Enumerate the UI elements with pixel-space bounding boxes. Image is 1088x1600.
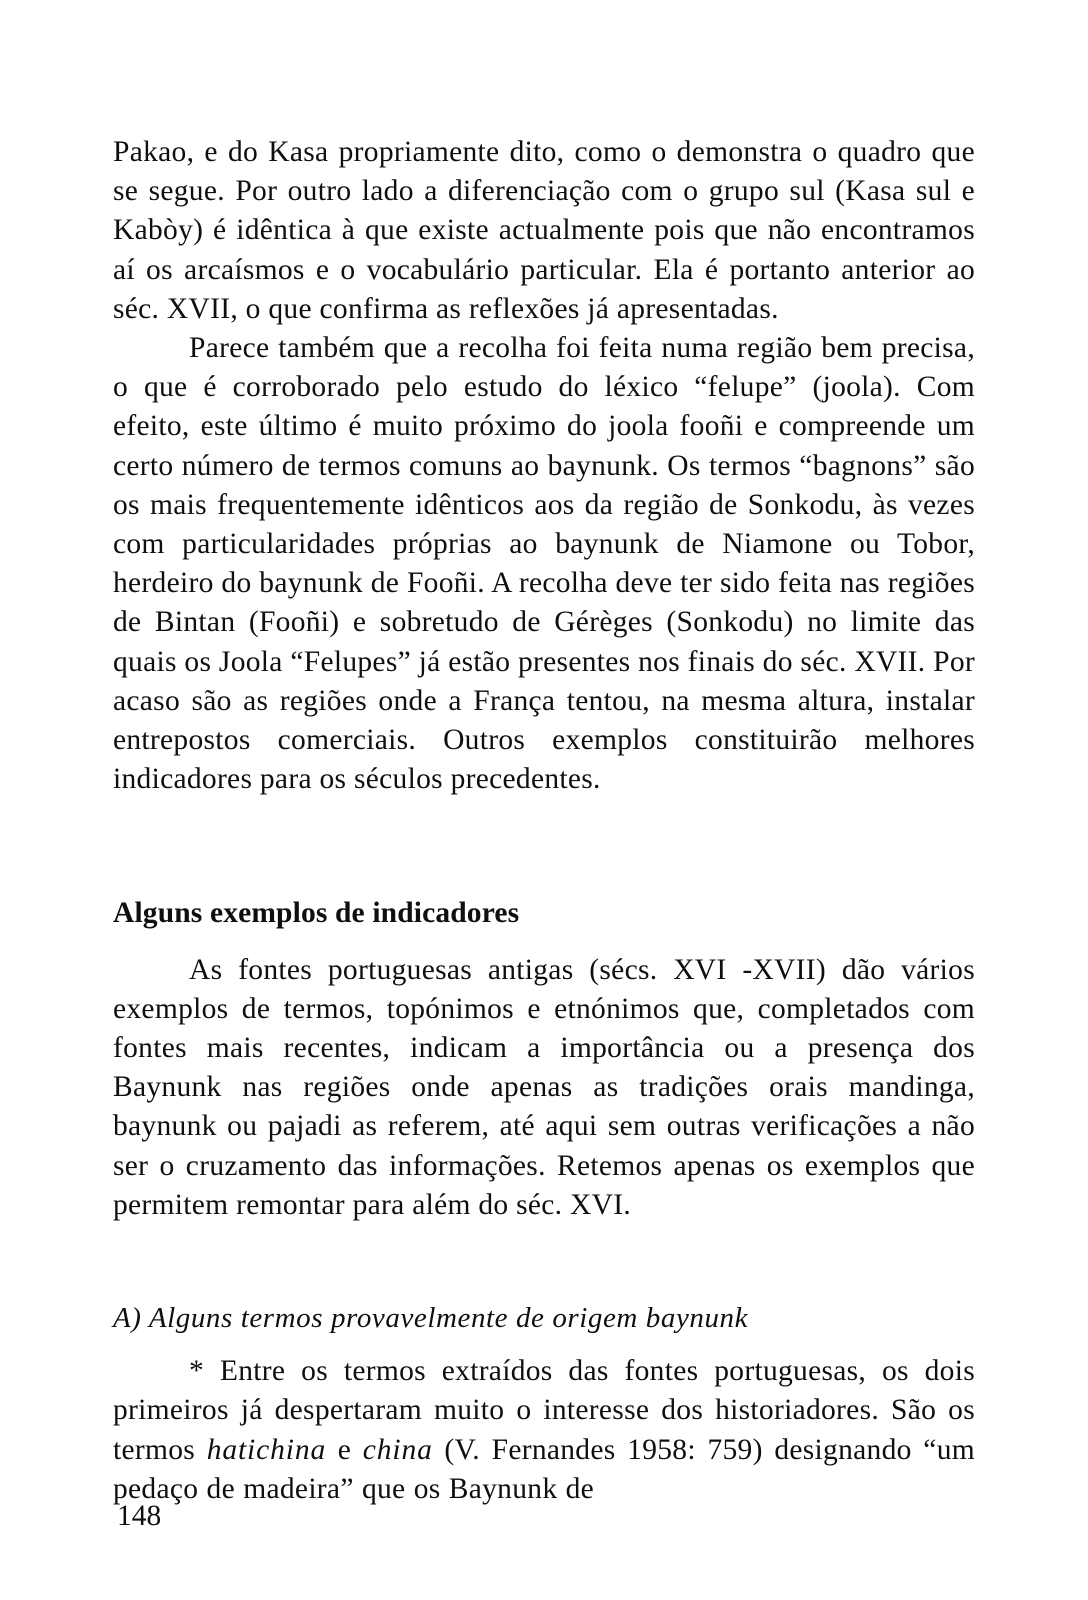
spacer-before-section-heading — [113, 799, 975, 894]
page-number-folio: 148 — [117, 1500, 162, 1532]
paragraph-text-part-1: * Entre os termos extraídos das fontes portuguesas, os dois primeiros já despertaram muito o interesse dos historiadores. São os termos — [113, 1355, 975, 1466]
paragraph-text-part-2: e — [326, 1433, 363, 1466]
spacer-before-subsection-heading — [113, 1225, 975, 1299]
paragraph-termos-extraidos — [113, 1352, 975, 1509]
spacer-after-section-heading — [113, 934, 975, 951]
paragraph-fontes-portuguesas: As fontes portuguesas antigas (sécs. XVI -XVII) dão vários exemplos de termos, topónimos e etnónimos que, completados com fontes mais recentes, indicam a importância ou a presença dos Baynunk nas regiões onde apenas as tradições orais mandinga, baynunk ou pajadi as referem, até aqui sem outras verificações a não ser o cruzamento das informações. Retemos apenas os exemplos que permitem remontar para além do séc. XVI. — [113, 953, 975, 1221]
paragraph-text-part-3: (V. Fernandes 1958: 759) designando “um pedaço de madeira” que os Baynunk de — [113, 1433, 975, 1505]
italic-term-hatichina: hatichina — [206, 1433, 327, 1466]
spacer-after-subsection-heading — [113, 1338, 975, 1352]
paragraph-recolha: Parece também que a recolha foi feita numa região bem precisa, o que é corroborado pelo estudo do léxico “felupe” (joola). Com efeito, este último é muito próximo do joola fooñi e compreende um certo número de termos comuns ao baynunk. Os termos “bagnons” são os mais frequentemente idênticos aos da região de Sonkodu, às vezes com particularidades próprias ao baynunk de Niamone ou Tobor, herdeiro do baynunk de Fooñi. A recolha deve ter sido feita nas regiões de Bintan (Fooñi) e sobretudo de Gérèges (Sonkodu) no limite das quais os Joola “Felupes” já estão presentes nos finais do séc. XVII. Por acaso são as regiões onde a França tentou, na mesma altura, instalar entrepostos comerciais. Outros exemplos constituirão melhores indicadores para os séculos precedentes. — [113, 332, 975, 796]
section-heading: Alguns exemplos de indicadores — [113, 897, 520, 930]
italic-term-china: china — [362, 1433, 433, 1466]
subsection-heading: A) Alguns termos provavelmente de origem baynunk — [113, 1302, 749, 1335]
paragraph-continuation: Pakao, e do Kasa propriamente dito, como o demonstra o quadro que se segue. Por outro lado a diferenciação com o grupo sul (Kasa sul e Kabòy) é idêntica à que existe actualmente pois que não encontramos aí os arcaísmos e o vocabulário particular. Ela é portanto anterior ao séc. XVII, o que confirma as reflexões já apresentadas. — [113, 136, 975, 325]
page-text-block — [113, 133, 975, 1509]
